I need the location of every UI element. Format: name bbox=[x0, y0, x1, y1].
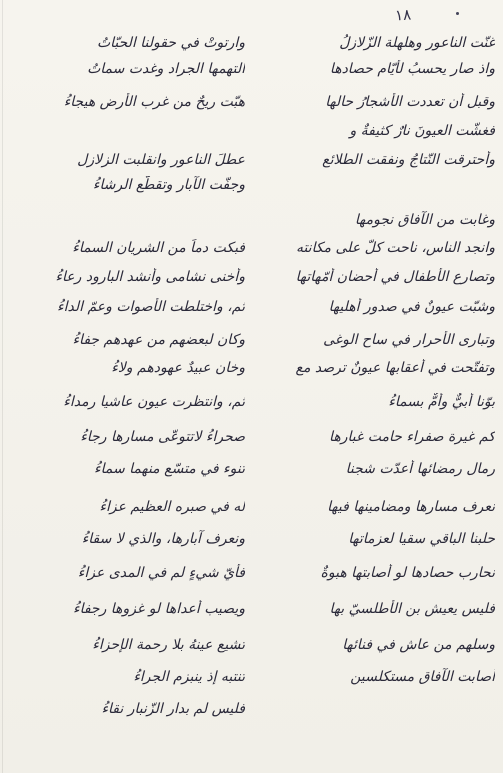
verse-right-hemistich: رمال رمضائها أعدّت شجنا bbox=[345, 461, 495, 477]
verse-left-hemistich: تنتبه إذ ينبزم الجراءُ bbox=[133, 669, 245, 685]
verse-left-hemistich: ثم، واختلطت الأصوات وعمّ الداءُ bbox=[57, 299, 245, 315]
ink-dot bbox=[456, 12, 459, 15]
verse-left-hemistich: وكان لبعضهم من عهدهم جفاءُ bbox=[72, 332, 245, 348]
verse-right-hemistich: نحارب حصادها لو أصابتها هبوةٌ bbox=[320, 565, 495, 581]
verse-left-hemistich: له في صبره العظيم عزاءُ bbox=[99, 499, 245, 515]
verse-line bbox=[0, 211, 503, 241]
verse-left-hemistich: تنوء في متسّع منهما سماءُ bbox=[94, 461, 245, 477]
verse-right-hemistich: وانجد الناس، ناحت كلٌّ على مكانته bbox=[295, 240, 495, 256]
verse-line bbox=[0, 122, 503, 152]
verse-right-hemistich: وغابت من الآفاق نجومها bbox=[354, 212, 495, 228]
verse-left-hemistich: صحراءُ لاتتوعّى مسارها رجاءُ bbox=[80, 429, 245, 445]
verse-line bbox=[0, 668, 503, 698]
verse-left-hemistich: هبّت ريحٌ من غرب الأرض هيجاءُ bbox=[63, 94, 245, 110]
verse-right-hemistich: وأحترقت النّتاجُ ونفقت الطلائع bbox=[322, 152, 495, 168]
verse-right-hemistich: وسلهم من عاش في فنائها bbox=[342, 637, 495, 653]
verse-right-hemistich: فليس يعيش بن الأطلسيّ بها bbox=[329, 601, 495, 617]
verse-line bbox=[0, 359, 503, 389]
verse-line bbox=[0, 636, 503, 666]
verse-right-hemistich: أصابت الآفاق مستكلسين bbox=[350, 669, 495, 685]
verse-line bbox=[0, 60, 503, 90]
verse-left-hemistich: وجفّت الآبار وتقطّع الرشاءُ bbox=[92, 177, 245, 193]
verse-left-hemistich: عطلَ الناعور وانقلبت الزلازل bbox=[77, 152, 245, 168]
verse-right-hemistich: وتصارع الأطفال في أحضان أمّهاتها bbox=[295, 269, 495, 285]
verse-left-hemistich: وارتوتْ في حقولنا الحبّاتُ bbox=[96, 35, 245, 51]
verse-right-hemistich: واذ صار يحسبُ لأيّام حصادها bbox=[329, 61, 495, 77]
verse-line bbox=[0, 393, 503, 423]
page-number: ١٨ bbox=[394, 5, 412, 25]
verse-right-hemistich: وتفتّحت في أعقابها عيونٌ ترصد مع bbox=[295, 360, 495, 376]
verse-left-hemistich: فليس لم بدار الزّنبار نقاءُ bbox=[101, 701, 245, 717]
verse-left-hemistich: فأيّ شيءٍ لم في المدى عزاءُ bbox=[77, 565, 245, 581]
verse-line bbox=[0, 93, 503, 123]
verse-right-hemistich: كم غيرة صفراء حامت غبارها bbox=[329, 429, 495, 445]
verse-line bbox=[0, 530, 503, 560]
verse-left-hemistich: ثم، وانتظرت عيون عاشيا رمداءُ bbox=[63, 394, 245, 410]
verse-right-hemistich: فغشّت العيونَ نارٌ كثيفةٌ و bbox=[349, 123, 495, 139]
verse-right-hemistich: نعرف مسارها ومضامينها فيها bbox=[327, 499, 495, 515]
verse-line bbox=[0, 564, 503, 594]
verse-line bbox=[0, 700, 503, 730]
verse-line bbox=[0, 176, 503, 206]
verse-left-hemistich: ويصيب أعداها لو غزوها رجفاءُ bbox=[73, 601, 245, 617]
verse-line bbox=[0, 298, 503, 328]
verse-right-hemistich: وشبّت عيونٌ في صدور أهليها bbox=[328, 299, 495, 315]
verse-left-hemistich: التهمها الجراد وغدت سماتُ bbox=[87, 61, 245, 77]
verse-line bbox=[0, 239, 503, 269]
verse-right-hemistich: حلبنا الباقي سقيا لعزماتها bbox=[348, 531, 495, 547]
verse-right-hemistich: بوّنا أبيٌّ وأمٌّ بسماءُ bbox=[388, 394, 495, 410]
verse-left-hemistich: وأخنى نشامى وأنشد البارود رعاءُ bbox=[55, 269, 245, 285]
verse-right-hemistich: وتبارى الأحرار في ساح الوغى bbox=[323, 332, 495, 348]
verse-left-hemistich: فبكت دماً من الشريان السماءُ bbox=[72, 240, 245, 256]
verse-line bbox=[0, 600, 503, 630]
verse-line bbox=[0, 498, 503, 528]
verse-line bbox=[0, 268, 503, 298]
verse-right-hemistich: غنّت الناعور وهلهلة الزّلازلُ bbox=[339, 35, 495, 51]
verse-left-hemistich: ونعرف آبارها، والذي لا سقاءُ bbox=[81, 531, 245, 547]
verse-left-hemistich: وخان عبيدٌ عهودهم ولاءُ bbox=[111, 360, 245, 376]
verse-left-hemistich: تشيع عينهُ بلا رحمة الإحزاءُ bbox=[92, 637, 245, 653]
verse-line bbox=[0, 331, 503, 361]
verse-line bbox=[0, 428, 503, 458]
verse-right-hemistich: وقبل أن تعددت الأشجارُ حالها bbox=[325, 94, 495, 110]
verse-line bbox=[0, 460, 503, 490]
